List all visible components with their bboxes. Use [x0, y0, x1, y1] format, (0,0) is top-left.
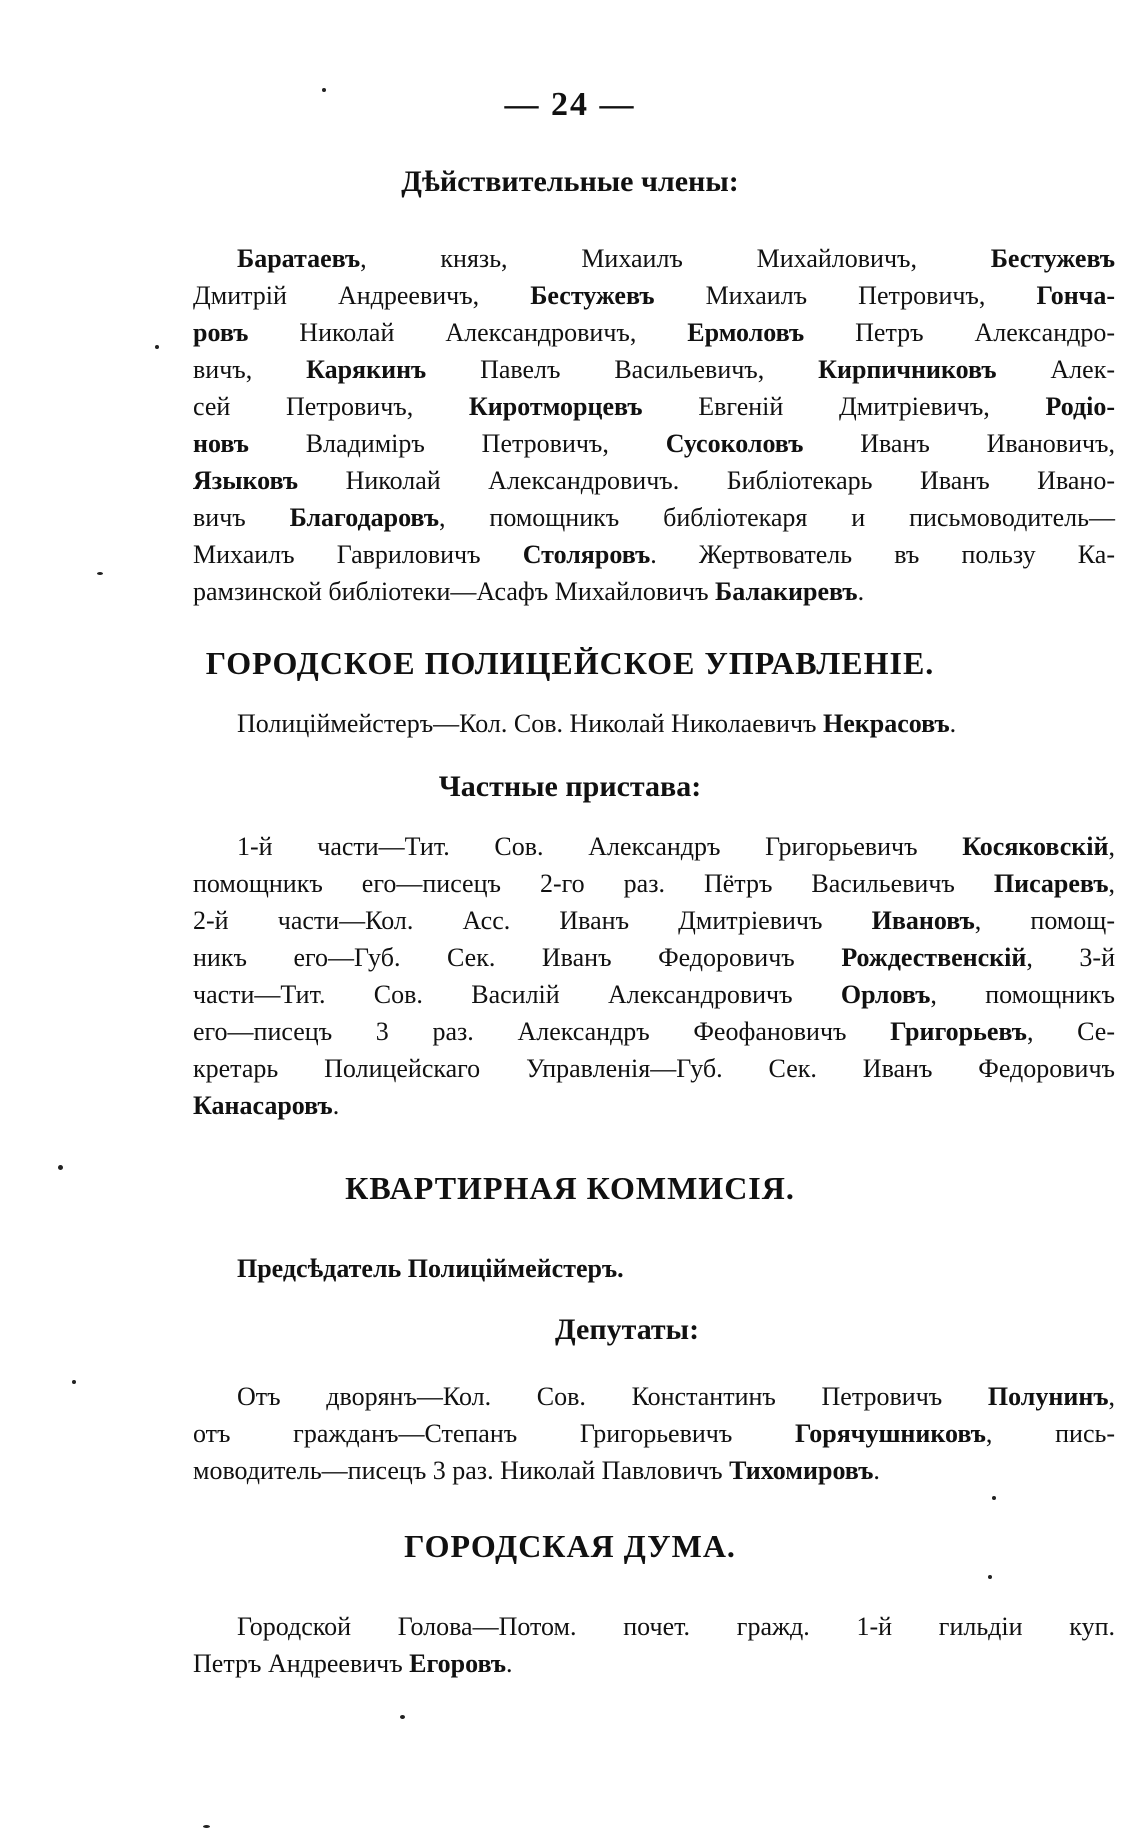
scan-speck — [400, 1715, 405, 1719]
line-text: Михаилъ Гавриловичъ — [193, 540, 523, 569]
line-text: вичъ — [193, 503, 290, 532]
surname-bold: Кирпичниковъ — [818, 355, 997, 384]
line-text: . — [949, 709, 957, 738]
line-text: , помощникъ библіотекаря и письмоводитель— — [439, 503, 1115, 532]
surname-bold: Канасаровъ — [193, 1091, 333, 1120]
line-text: , 3-й — [1026, 943, 1115, 972]
quarters-heading: КВАРТИРНАЯ КОММИСІЯ. — [345, 1170, 795, 1206]
surname-bold: Тихомировъ — [729, 1456, 874, 1485]
line-text: помощникъ его—писецъ 2-го раз. Пётръ Васильевичъ — [193, 869, 994, 898]
line-text: , помощ- — [974, 906, 1115, 935]
line-text: 2-й части—Кол. Асс. Иванъ Дмитріевичъ — [193, 906, 872, 935]
line-text: Николай Александровичъ. Библіотекарь Иванъ Ивано- — [298, 466, 1115, 495]
surname-bold: Языковъ — [193, 466, 299, 495]
scan-speck — [72, 1380, 76, 1384]
line-text: , Се- — [1026, 1017, 1115, 1046]
bailiffs-paragraph — [193, 828, 1115, 1124]
police-heading: ГОРОДСКОЕ ПОЛИЦЕЙСКОЕ УПРАВЛЕНІЕ. — [205, 645, 935, 681]
surname-bold: Бестужевъ — [530, 281, 655, 310]
line-text: , князь, Михаилъ Михайловичъ, — [360, 244, 991, 273]
line-text: Полиціймейстеръ—Кол. Сов. Николай Николаевичъ — [237, 709, 823, 738]
page-number: — 24 — — [504, 86, 636, 123]
text-line — [193, 536, 1115, 573]
quarters-chair-line: Предсѣдатель Полиціймейстеръ. — [237, 1254, 624, 1283]
text-line — [193, 462, 1115, 499]
duma-paragraph — [193, 1608, 1115, 1682]
text-line — [193, 1608, 1115, 1645]
surname-bold: Егоровъ — [409, 1649, 507, 1678]
surname-bold: Киротморцевъ — [468, 392, 643, 421]
line-text: , — [1108, 832, 1115, 861]
text-line — [193, 499, 1115, 536]
text-line — [193, 976, 1115, 1013]
scan-speck — [992, 1496, 996, 1500]
text-line — [193, 1087, 1115, 1124]
line-text: Иванъ Ивановичъ, — [803, 429, 1115, 458]
line-text: 1-й части—Тит. Сов. Александръ Григорьевичъ — [237, 832, 963, 861]
surname-bold: Горячушниковъ — [795, 1419, 986, 1448]
surname-bold: Писаревъ — [993, 869, 1109, 898]
text-line — [193, 277, 1115, 314]
line-text: . — [857, 577, 865, 606]
surname-bold: новъ — [193, 429, 249, 458]
scan-speck — [155, 345, 159, 349]
text-line — [193, 939, 1115, 976]
line-text: Алек- — [996, 355, 1115, 384]
line-text: . Жертвователь въ пользу Ка- — [650, 540, 1115, 569]
line-text: сей Петровичъ, — [193, 392, 469, 421]
line-text: Петръ Андреевичъ — [193, 1649, 410, 1678]
line-text: Михаилъ Петровичъ, — [654, 281, 1037, 310]
surname-bold: Орловъ — [840, 980, 931, 1009]
scan-speck — [97, 572, 103, 575]
line-text: Евгеній Дмитріевичъ, — [642, 392, 1046, 421]
line-text: , — [1108, 1382, 1115, 1411]
surname-bold: Косяковскій — [962, 832, 1109, 861]
surname-bold: Некрасовъ — [822, 709, 950, 738]
scan-speck — [988, 1575, 992, 1579]
text-line — [193, 1378, 1115, 1415]
line-text: , помощникъ — [930, 980, 1115, 1009]
line-text: рамзинской библіотеки—Асафъ Михайловичъ — [193, 577, 716, 606]
police-chief-line — [237, 705, 1115, 742]
text-line — [193, 1013, 1115, 1050]
text-line — [193, 388, 1115, 425]
line-text: Владиміръ Петровичъ, — [248, 429, 666, 458]
scan-speck — [322, 88, 326, 92]
surname-bold: Родіо- — [1045, 392, 1115, 421]
text-line — [237, 705, 1115, 742]
surname-bold: Полунинъ — [987, 1382, 1109, 1411]
line-text: . — [506, 1649, 513, 1678]
line-text: вичъ, — [193, 355, 307, 384]
text-line — [193, 425, 1115, 462]
surname-bold: Баратаевъ — [237, 244, 361, 273]
members-heading: Дѣйствительные члены: — [401, 165, 739, 198]
text-line — [193, 865, 1115, 902]
surname-bold: Рождественскій — [841, 943, 1027, 972]
line-text: Петръ Александро- — [804, 318, 1115, 347]
deputies-paragraph — [193, 1378, 1115, 1489]
surname-bold: Карякинъ — [306, 355, 427, 384]
line-text: никъ его—Губ. Сек. Иванъ Федоровичъ — [193, 943, 842, 972]
line-text: Николай Александровичъ, — [248, 318, 688, 347]
line-text: Павелъ Васильевичъ, — [426, 355, 819, 384]
surname-bold: Бестужевъ — [990, 244, 1115, 273]
text-line — [193, 828, 1115, 865]
bailiffs-subheading: Частные пристава: — [438, 770, 702, 803]
surname-bold: Григорьевъ — [890, 1017, 1027, 1046]
text-line — [193, 573, 1115, 610]
surname-bold: ровъ — [193, 318, 249, 347]
line-text: . — [332, 1091, 340, 1120]
text-line — [193, 351, 1115, 388]
line-text: , — [1108, 869, 1115, 898]
surname-bold: Балакиревъ — [715, 577, 858, 606]
line-text: Отъ дворянъ—Кол. Сов. Константинъ Петровичъ — [237, 1382, 988, 1411]
text-line — [193, 1452, 1115, 1489]
text-line — [193, 902, 1115, 939]
line-text: его—писецъ 3 раз. Александръ Феофановичъ — [193, 1017, 891, 1046]
text-line — [193, 240, 1115, 277]
line-text: моводитель—писецъ 3 раз. Николай Павловичъ — [193, 1456, 730, 1485]
line-text: кретарь Полицейскаго Управленія—Губ. Сек. Иванъ Федоровичъ — [193, 1054, 1115, 1083]
line-text: Дмитрій Андреевичъ, — [193, 281, 531, 310]
line-text: . — [873, 1456, 880, 1485]
text-line — [193, 314, 1115, 351]
text-line — [193, 1415, 1115, 1452]
members-paragraph — [193, 240, 1115, 610]
line-text: Городской Голова—Потом. почет. гражд. 1-й гильдіи куп. — [237, 1612, 1115, 1641]
deputies-subheading: Депутаты: — [555, 1313, 700, 1346]
duma-heading: ГОРОДСКАЯ ДУМА. — [404, 1528, 736, 1564]
surname-bold: Столяровъ — [522, 540, 651, 569]
line-text: отъ гражданъ—Степанъ Григорьевичъ — [193, 1419, 796, 1448]
text-line — [193, 1645, 1115, 1682]
scan-speck — [58, 1165, 63, 1170]
surname-bold: Ермоловъ — [687, 318, 805, 347]
scan-speck — [203, 1825, 210, 1828]
line-text: , пись- — [985, 1419, 1116, 1448]
surname-bold: Гончa- — [1036, 281, 1115, 310]
surname-bold: Благодаровъ — [289, 503, 439, 532]
surname-bold: Сусоколовъ — [665, 429, 804, 458]
text-line — [193, 1050, 1115, 1087]
surname-bold: Ивановъ — [871, 906, 975, 935]
line-text: части—Тит. Сов. Василій Александровичъ — [193, 980, 841, 1009]
